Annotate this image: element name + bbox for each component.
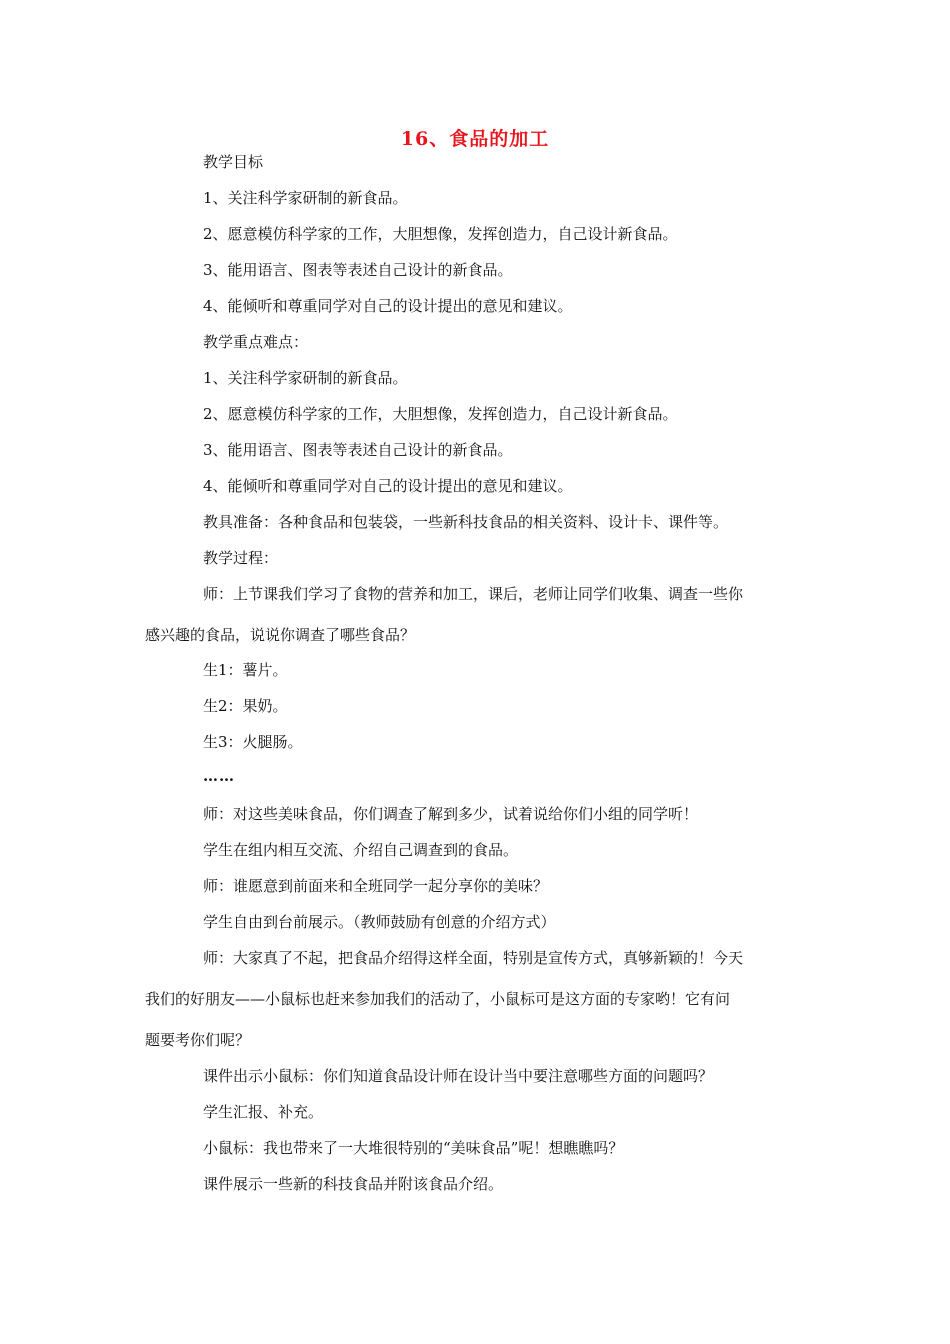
paragraph-line: 课件展示一些新的科技食品并附该食品介绍。 bbox=[203, 1175, 504, 1193]
paragraph-line: 我们的好朋友——小鼠标也赶来参加我们的活动了，小鼠标可是这方面的专家哟！它有问 bbox=[145, 990, 731, 1008]
goal-item-4: 4、能倾听和尊重同学对自己的设计提出的意见和建议。 bbox=[203, 297, 573, 315]
section-heading-goals: 教学目标 bbox=[203, 153, 264, 171]
paragraph-line: 师：上节课我们学习了食物的营养和加工，课后，老师让同学们收集、调查一些你 bbox=[203, 585, 744, 603]
goal-item-2: 2、愿意模仿科学家的工作，大胆想像，发挥创造力，自己设计新食品。 bbox=[203, 225, 678, 243]
dialogue-line: 师：谁愿意到前面来和全班同学一起分享你的美味？ bbox=[203, 877, 549, 895]
paragraph-line: 学生自由到台前展示。（教师鼓励有创意的介绍方式） bbox=[203, 913, 556, 931]
ellipsis: …… bbox=[203, 767, 235, 785]
paragraph-line: 学生在组内相互交流、介绍自己调查到的食品。 bbox=[203, 841, 519, 859]
paragraph-line: 师：大家真了不起，把食品介绍得这样全面，特别是宣传方式，真够新颖的！今天 bbox=[203, 949, 744, 967]
goal-item-3: 3、能用语言、图表等表述自己设计的新食品。 bbox=[203, 261, 513, 279]
key-point-item-2: 2、愿意模仿科学家的工作，大胆想像，发挥创造力，自己设计新食品。 bbox=[203, 405, 678, 423]
document-title: 16、食品的加工 bbox=[400, 128, 550, 150]
paragraph-line: 课件出示小鼠标：你们知道食品设计师在设计当中要注意哪些方面的问题吗？ bbox=[203, 1067, 714, 1085]
section-heading-process: 教学过程： bbox=[203, 549, 279, 567]
paragraph-line: 学生汇报、补充。 bbox=[203, 1103, 324, 1121]
dialogue-line: 小鼠标：我也带来了一大堆很特别的“美味食品”呢！想瞧瞧吗？ bbox=[203, 1139, 624, 1157]
key-point-item-4: 4、能倾听和尊重同学对自己的设计提出的意见和建议。 bbox=[203, 477, 573, 495]
paragraph-line: 感兴趣的食品，说说你调查了哪些食品？ bbox=[145, 626, 416, 644]
materials-paragraph: 教具准备：各种食品和包装袋，一些新科技食品的相关资料、设计卡、课件等。 bbox=[203, 513, 729, 531]
goal-item-1: 1、关注科学家研制的新食品。 bbox=[203, 189, 408, 207]
section-heading-key-points: 教学重点难点： bbox=[203, 333, 309, 351]
dialogue-line: 生1：薯片。 bbox=[203, 661, 288, 679]
dialogue-line: 生2：果奶。 bbox=[203, 697, 288, 715]
dialogue-line: 师：对这些美味食品，你们调查了解到多少，试着说给你们小组的同学听！ bbox=[203, 805, 699, 823]
key-point-item-1: 1、关注科学家研制的新食品。 bbox=[203, 369, 408, 387]
paragraph-line: 题要考你们呢？ bbox=[145, 1031, 251, 1049]
key-point-item-3: 3、能用语言、图表等表述自己设计的新食品。 bbox=[203, 441, 513, 459]
dialogue-line: 生3：火腿肠。 bbox=[203, 733, 303, 751]
